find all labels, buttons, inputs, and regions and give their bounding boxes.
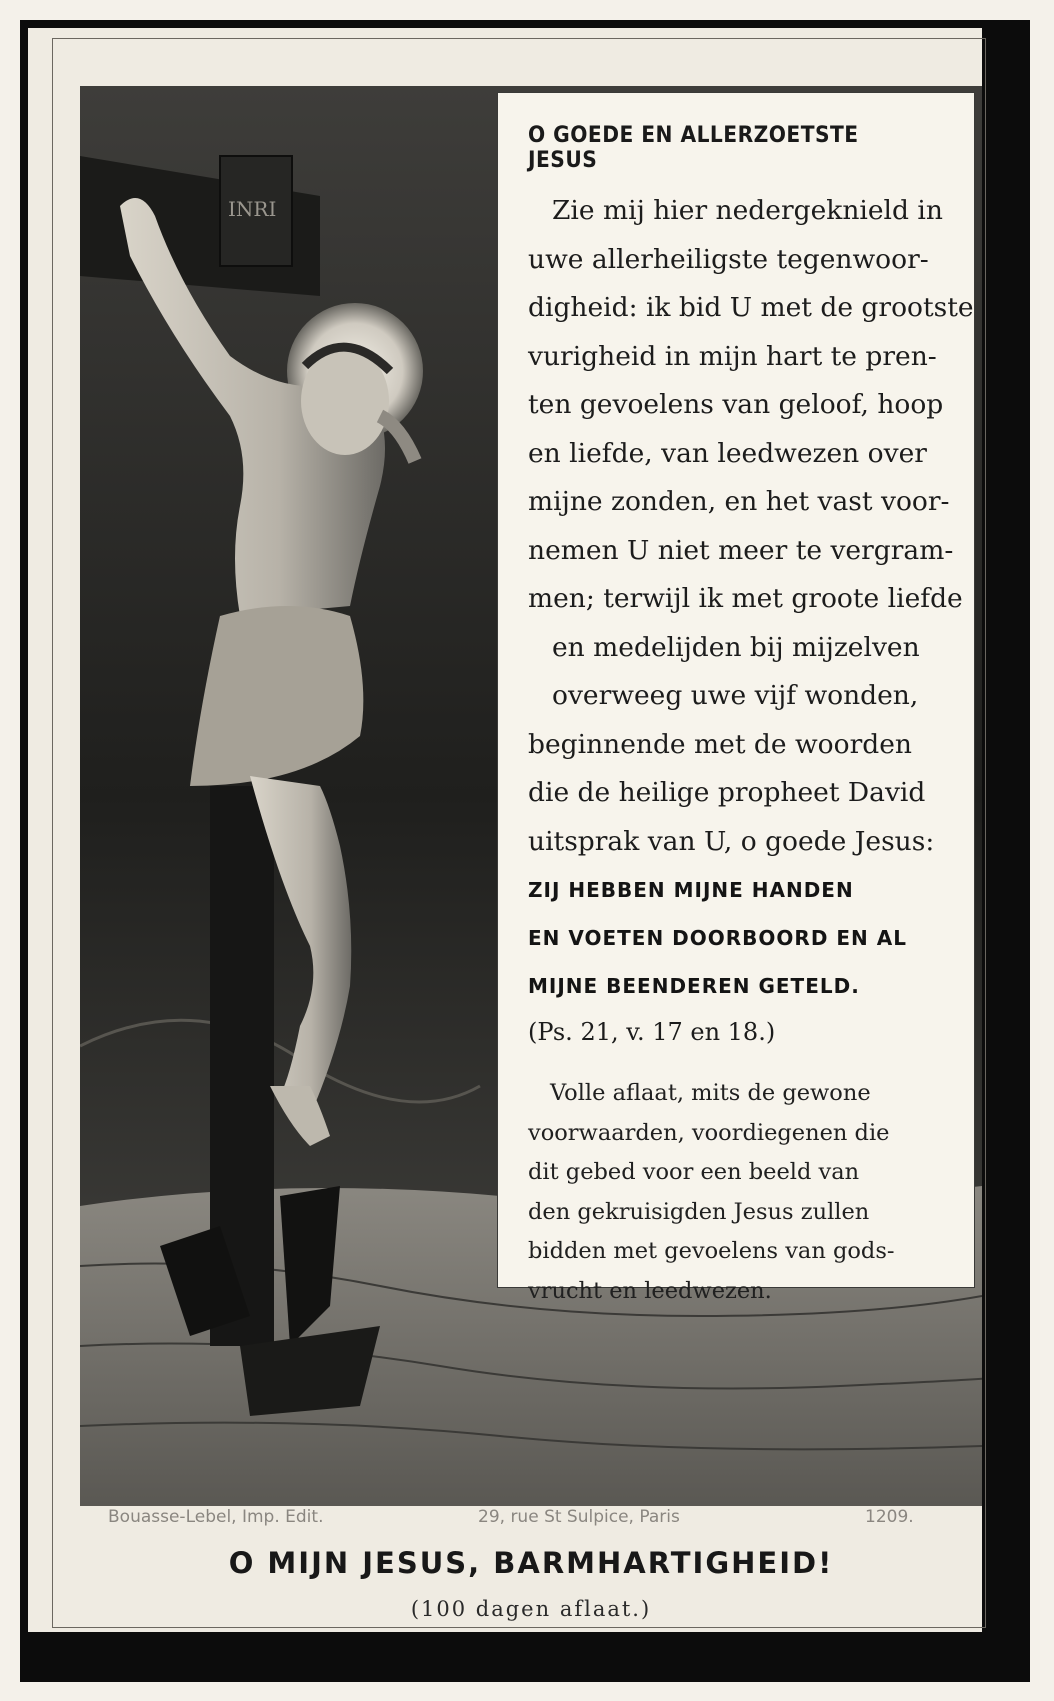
- indulgence-line: vrucht en leedwezen.: [528, 1277, 772, 1304]
- footer-title: O MIJN JESUS, BARMHARTIGHEID!: [228, 1546, 834, 1580]
- psalm-quote: [528, 866, 958, 1010]
- prayer-line: digheid: ik bid U met de grootste: [528, 292, 974, 323]
- footer-subtitle: (100 dagen aflaat.): [410, 1597, 652, 1621]
- prayer-line: uwe allerheiligste tegenwoor-: [528, 243, 929, 275]
- prayer-line: en medelijden bij mijzelven: [552, 631, 920, 663]
- indulgence-line: voorwaarden, voordiegenen die: [528, 1119, 890, 1146]
- prayer-text-panel: [497, 92, 975, 1304]
- prayer-line: vurigheid in mijn hart te pren-: [528, 340, 937, 372]
- imprint-number: 1209.: [865, 1507, 914, 1527]
- psalm-line: ZIJ HEBBEN MIJNE HANDEN: [528, 878, 854, 902]
- prayer-line: en liefde, van leedwezen over: [528, 437, 927, 469]
- prayer-line: nemen U niet meer te vergram-: [528, 534, 954, 566]
- imprint-publisher: Bouasse-Lebel, Imp. Edit.: [108, 1507, 324, 1527]
- indulgence-line: den gekruisigden Jesus zullen: [528, 1198, 870, 1225]
- prayer-line: mijne zonden, en het vast voor-: [528, 486, 950, 517]
- prayer-heading: O GOEDE EN ALLERZOETSTE JESUS: [528, 123, 859, 173]
- psalm-line: EN VOETEN DOORBOORD EN AL: [528, 926, 907, 950]
- imprint-line: [80, 1503, 982, 1533]
- inri-text: INRI: [228, 197, 277, 221]
- prayer-line: die de heilige propheet David: [528, 777, 926, 808]
- prayer-line: uitsprak van U, o goede Jesus:: [528, 825, 935, 857]
- imprint-address: 29, rue St Sulpice, Paris: [478, 1507, 680, 1527]
- prayer-line: Zie mij hier nedergeknield in: [552, 195, 943, 226]
- indulgence-line: Volle aflaat, mits de gewone: [550, 1080, 871, 1106]
- indulgence-line: bidden met gevoelens van gods-: [528, 1238, 895, 1264]
- prayer-line: overweeg uwe vijf wonden,: [552, 680, 919, 711]
- prayer-line: beginnende met de woorden: [528, 728, 912, 760]
- indulgence-line: dit gebed voor een beeld van: [528, 1159, 860, 1185]
- psalm-reference: (Ps. 21, v. 17 en 18.): [528, 1018, 776, 1046]
- psalm-line: MIJNE BEENDEREN GETELD.: [528, 974, 860, 998]
- prayer-line: men; terwijl ik met groote liefde: [528, 583, 963, 614]
- prayer-body: [528, 187, 974, 866]
- prayer-line: ten gevoelens van geloof, hoop: [528, 389, 944, 420]
- indulgence-note: [528, 1074, 958, 1311]
